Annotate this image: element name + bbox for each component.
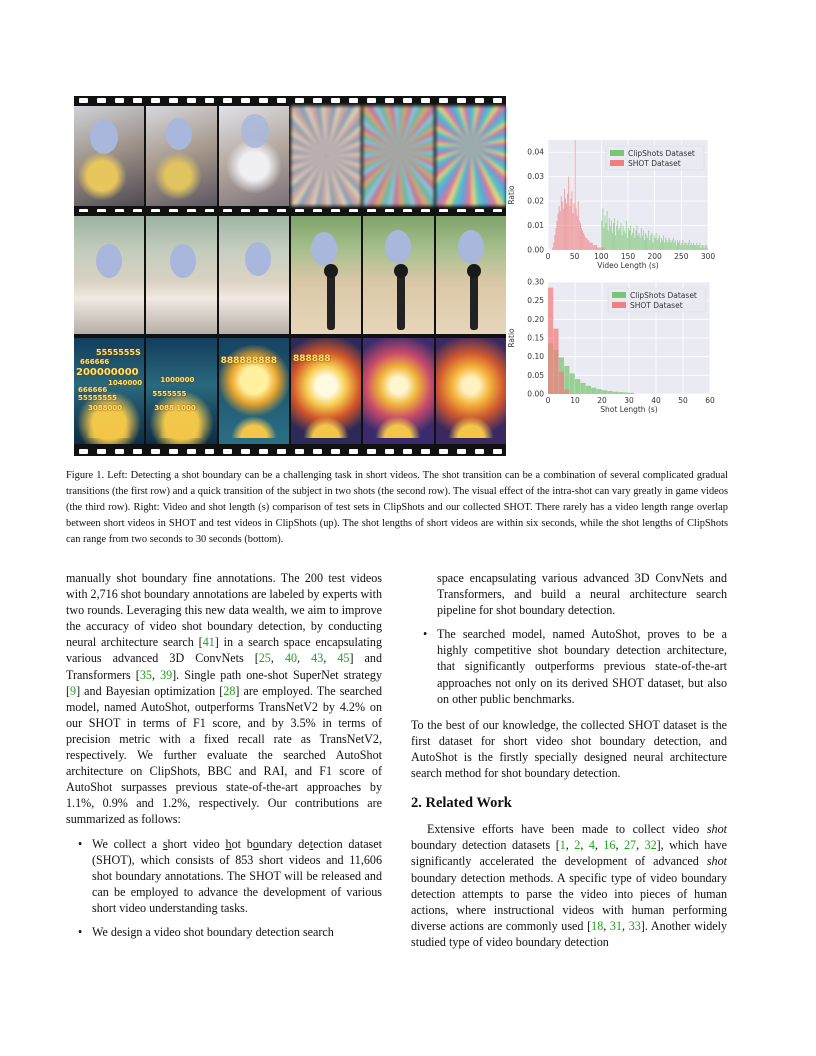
histogram-bar: [682, 240, 683, 250]
histogram-bar: [558, 213, 559, 250]
histogram-bar: [561, 196, 562, 250]
histogram-bar: [642, 235, 643, 250]
video-frame: [436, 338, 506, 444]
y-tick-label: 0.04: [527, 147, 544, 157]
shot-length-histogram: [508, 278, 718, 418]
histogram-bar: [552, 248, 553, 250]
citation-link[interactable]: 31: [609, 918, 623, 933]
histogram-bar: [616, 226, 617, 250]
histogram-bar: [638, 235, 639, 250]
video-frame: [436, 216, 506, 334]
paragraph-related-work: Extensive efforts have been made to collect video shot boundary detection datasets [1, 2, 4, 16, 27, 32], which have significantly accelerated the development of advanced shot boundary detection methods. A specific type of video boundary detection attempts to parse the video into pieces of human actions, where instructional videos with human performing diverse actions are commonly used [18, 31, 33]. Another widely studied type of video boundary detection: [411, 822, 728, 949]
histogram-bar: [608, 230, 609, 250]
histogram-bar: [678, 243, 679, 250]
histogram-bar: [590, 243, 591, 250]
histogram-bar: [582, 230, 583, 250]
histogram-bar: [583, 233, 584, 250]
histogram-bar: [605, 216, 606, 250]
histogram-bar: [696, 243, 697, 250]
list-item: • We design a video shot boundary detection search: [66, 924, 382, 940]
legend-label: SHOT Dataset: [630, 301, 683, 310]
histogram-bar: [624, 393, 629, 394]
histogram-bar: [676, 245, 677, 250]
video-frame: [436, 106, 506, 206]
histogram-bar: [706, 245, 707, 250]
histogram-bar: [694, 245, 695, 250]
histogram-bar: [567, 194, 568, 250]
histogram-bar: [607, 391, 612, 394]
histogram-bar: [571, 191, 572, 250]
game-score-text: 3088 1000: [154, 404, 196, 412]
legend-swatch: [610, 160, 624, 166]
film-perforation: [74, 447, 506, 456]
game-score-text: 3088000: [88, 404, 123, 412]
citation-link[interactable]: 39: [160, 667, 173, 682]
histogram-bar: [683, 245, 684, 250]
histogram-bar: [689, 240, 690, 250]
video-frame: [74, 216, 144, 334]
histogram-bar: [580, 383, 585, 394]
video-frame: [291, 216, 361, 334]
histogram-bar: [576, 208, 577, 250]
histogram-bar: [650, 235, 651, 250]
game-score-text: 5555555: [152, 390, 187, 398]
video-frame: [74, 106, 144, 206]
histogram-bar: [602, 208, 603, 250]
histogram-bar: [615, 235, 616, 250]
y-tick-label: 0.15: [527, 333, 544, 343]
histogram-bar: [630, 226, 631, 250]
histogram-bar: [654, 235, 655, 250]
histogram-bar: [701, 248, 702, 250]
x-tick-label: 50: [569, 252, 580, 261]
citation-link[interactable]: 33: [628, 918, 641, 933]
histogram-bar: [686, 243, 687, 250]
x-tick-label: 200: [647, 252, 662, 261]
list-item: • The searched model, named AutoShot, proves to be a highly competitive shot boundary detection architecture, that significantly outperforms previous state-of-the-art approaches not only on its derived SHOT dataset, but also on other public benchmarks.: [411, 626, 727, 706]
x-tick-label: 0: [545, 252, 551, 261]
y-tick-label: 0.05: [527, 370, 544, 380]
histogram-bar: [628, 228, 629, 250]
video-frame: [291, 106, 361, 206]
histogram-bar: [575, 140, 576, 250]
histogram-bar: [672, 240, 673, 250]
histogram-bar: [688, 243, 689, 250]
histogram-bar: [618, 230, 619, 250]
legend-swatch: [612, 292, 626, 298]
histogram-bar: [577, 216, 578, 250]
histogram-bar: [597, 389, 602, 394]
histogram-bar: [607, 211, 608, 250]
histogram-bar: [568, 177, 569, 250]
histogram-bar: [591, 243, 592, 250]
histogram-bar: [651, 233, 652, 250]
figure-caption: Figure 1. Left: Detecting a shot boundary can be a challenging task in short videos. The shot transition can be a combination of several complicated gradual transitions (the first row) and a quick transition of the subject in two shots (the second row). The visual effect of the intra-shot can vary greatly in game videos (the third row). Right: Video and shot length (s) comparison of test sets in ClipShots and our collected SHOT. There rarely has a video length range overlap between short videos in SHOT and test videos in ClipShots (up). The shot lengths of short videos are within six seconds, while the shot lengths of ClipShots can range from two seconds to 30 seconds (bottom).: [66, 470, 728, 545]
histogram-bar: [563, 208, 564, 250]
histogram-bar: [617, 221, 618, 250]
histogram-bar: [559, 372, 564, 394]
histogram-bar: [649, 240, 650, 250]
histogram-bar: [559, 206, 560, 250]
histogram-bar: [660, 243, 661, 250]
citation-link[interactable]: 43: [311, 651, 324, 666]
histogram-bar: [587, 240, 588, 250]
histogram-bar: [574, 204, 575, 250]
citation-link[interactable]: 32: [644, 838, 657, 853]
contribution-list: [66, 836, 382, 941]
game-score-text: 666666: [78, 386, 108, 394]
film-perforation: [74, 96, 506, 105]
video-frame: [219, 338, 289, 444]
histogram-bar: [680, 245, 681, 250]
x-tick-label: 100: [594, 252, 609, 261]
histogram-bar: [647, 238, 648, 250]
histogram-bar: [598, 248, 599, 250]
y-axis-label: Ratio: [507, 185, 516, 205]
histogram-bar: [675, 240, 676, 250]
video-frame: [219, 216, 289, 334]
histogram-bar: [599, 248, 600, 250]
citation-link[interactable]: 18: [591, 918, 604, 933]
citation-link[interactable]: 41: [202, 635, 215, 650]
x-tick-label: 40: [651, 396, 661, 405]
histogram-bar: [633, 228, 634, 250]
x-tick-label: 250: [674, 252, 689, 261]
y-tick-label: 0.00: [527, 389, 544, 399]
histogram-bar: [681, 243, 682, 250]
game-score-text: 666666: [80, 358, 110, 366]
histogram-bar: [612, 233, 613, 250]
histogram-bar: [564, 390, 569, 394]
histogram-bar: [692, 245, 693, 250]
legend-swatch: [612, 302, 626, 308]
video-frame: [363, 216, 433, 334]
histogram-bar: [586, 238, 587, 250]
histogram-bar: [596, 245, 597, 250]
histogram-bar: [679, 240, 680, 250]
histogram-bar: [570, 373, 575, 394]
histogram-bar: [593, 245, 594, 250]
paragraph-summary: To the best of our knowledge, the collected SHOT dataset is the first dataset for short video shot boundary detection, and AutoShot is the firstly specially designed neural architecture search method for shot boundary detection.: [411, 717, 727, 781]
histogram-bar: [581, 228, 582, 250]
histogram-bar: [698, 245, 699, 250]
histogram-bar: [629, 230, 630, 250]
y-axis-label: Ratio: [507, 328, 516, 348]
histogram-bar: [655, 238, 656, 250]
y-tick-label: 0.25: [527, 296, 544, 306]
histogram-bar: [634, 238, 635, 250]
histogram-bar: [595, 245, 596, 250]
contribution-list-continued: [411, 570, 727, 707]
histogram-bar: [671, 243, 672, 250]
citation-link[interactable]: 35: [139, 667, 152, 682]
right-column: [411, 570, 727, 950]
histogram-bar: [635, 230, 636, 250]
citation-link[interactable]: 27: [623, 838, 637, 853]
histogram-bar: [579, 221, 580, 250]
list-item-continued: space encapsulating various advanced 3D ConvNets and Transformers, and build a neural architecture search pipeline for shot boundary detection.: [437, 571, 727, 618]
histogram-bar: [626, 221, 627, 250]
histogram-bar: [619, 228, 620, 250]
histogram-bar: [553, 329, 558, 394]
histogram-bar: [640, 238, 641, 250]
histogram-bar: [641, 228, 642, 250]
histogram-bar: [554, 235, 555, 250]
histogram-bar: [569, 206, 570, 250]
y-tick-label: 0.20: [527, 314, 544, 324]
histogram-bar: [707, 248, 708, 250]
paragraph-intro: manually shot boundary fine annotations. The 200 test videos with 2,716 shot boundary annotations are labeled by experts with two rounds. Leveraging this new data wealth, we aim to improve the accuracy of video shot boundary detection, by conducting neural architecture search [41] in a search space encapsulating various advanced 3D ConvNets [25, 40, 43, 45] and Transformers [35, 39]. Single path one-shot SuperNet strategy [9] and Bayesian optimization [28] are employed. The searched model, named AutoShot, outperforms TransNetV2 by 4.2% on our SHOT in terms of F1 score, and by 3.5% in terms of precision metric with a fixed recall rate as TransNetV2, respectively. We further evaluate the searched AutoShot architecture on ClipShots, BBC and RAI, and F1 score of AutoShot surpasses previous state-of-the-art approaches by 1.1%, 0.9% and 1.2%, respectively. Our contributions are summarized as follows:: [66, 571, 383, 827]
histogram-bar: [603, 248, 604, 250]
x-axis-label: Video Length (s): [597, 261, 659, 270]
citation-link[interactable]: 16: [603, 838, 616, 853]
histogram-bar: [623, 226, 624, 250]
histogram-bar: [597, 248, 598, 250]
y-tick-label: 0.10: [527, 352, 544, 362]
histogram-bar: [677, 240, 678, 250]
histogram-bar: [645, 233, 646, 250]
histogram-bar: [621, 223, 622, 250]
histogram-bar: [664, 243, 665, 250]
histogram-bar: [670, 240, 671, 250]
histogram-bar: [653, 243, 654, 250]
histogram-bar: [585, 238, 586, 250]
y-tick-label: 0.30: [527, 277, 544, 287]
histogram-bar: [674, 243, 675, 250]
histogram-bar: [578, 201, 579, 250]
histogram-bar: [656, 233, 657, 250]
histogram-bar: [661, 238, 662, 250]
histogram-bar: [663, 235, 664, 250]
video-frame: [219, 106, 289, 206]
histogram-bar: [673, 238, 674, 250]
game-score-text: 55555555: [78, 394, 117, 402]
histogram-bar: [702, 245, 703, 250]
citation-link[interactable]: 4: [588, 838, 595, 853]
y-tick-label: 0.00: [527, 245, 544, 255]
legend-swatch: [610, 150, 624, 156]
histogram-bar: [622, 235, 623, 250]
histogram-bar: [693, 243, 694, 250]
histogram-bar: [601, 248, 602, 250]
legend-label: SHOT Dataset: [628, 159, 681, 168]
x-axis-label: Shot Length (s): [600, 405, 658, 414]
filmstrip-row-1: [74, 96, 506, 216]
x-tick-label: 30: [624, 396, 634, 405]
video-frame: [146, 338, 216, 444]
histogram-bar: [557, 221, 558, 250]
histogram-bar: [565, 199, 566, 250]
histogram-bar: [594, 245, 595, 250]
legend-label: ClipShots Dataset: [628, 149, 695, 158]
histogram-bar: [643, 230, 644, 250]
game-score-text: 5555555S: [96, 348, 141, 357]
citation-link[interactable]: 40: [284, 651, 298, 666]
video-frame: [363, 106, 433, 206]
video-length-chart-svg: [508, 132, 718, 278]
histogram-bar: [665, 238, 666, 250]
histogram-bar: [609, 218, 610, 250]
y-tick-label: 0.01: [527, 221, 544, 231]
histogram-bar: [662, 240, 663, 250]
histogram-bar: [666, 240, 667, 250]
x-tick-label: 50: [678, 396, 688, 405]
y-tick-label: 0.02: [527, 196, 544, 206]
game-score-text: 888888888: [220, 356, 278, 366]
histogram-bar: [627, 238, 628, 250]
left-column: [66, 570, 382, 940]
x-tick-label: 20: [597, 396, 607, 405]
x-tick-label: 300: [700, 252, 716, 261]
video-frame: [74, 338, 144, 444]
histogram-bar: [614, 218, 615, 250]
histogram-bar: [575, 379, 580, 394]
histogram-bar: [601, 221, 602, 250]
game-score-text: 1000000: [160, 376, 195, 384]
histogram-bar: [695, 245, 696, 250]
game-score-text: 1040000: [108, 379, 143, 387]
histogram-bar: [592, 243, 593, 250]
x-tick-label: 60: [705, 396, 715, 405]
list-item: • We collect a short video hot boundary detection dataset (SHOT), which consists of 853 short videos and 11,606 shot boundary annotations. The SHOT will be released and can be employed to advance the development of various short video understanding tasks.: [66, 836, 382, 916]
histogram-bar: [589, 240, 590, 250]
histogram-bar: [573, 213, 574, 250]
x-tick-label: 150: [620, 252, 636, 261]
x-tick-label: 0: [545, 396, 551, 405]
legend-label: ClipShots Dataset: [630, 291, 697, 300]
histogram-bar: [704, 248, 705, 250]
histogram-bar: [691, 243, 692, 250]
histogram-bar: [637, 226, 638, 250]
histogram-bar: [600, 248, 601, 250]
histogram-bar: [631, 235, 632, 250]
histogram-bar: [564, 189, 565, 250]
histogram-bar: [644, 240, 645, 250]
histogram-bar: [555, 228, 556, 250]
histogram-bar: [657, 240, 658, 250]
histogram-bar: [553, 243, 554, 250]
histogram-bar: [632, 233, 633, 250]
histogram-bar: [648, 230, 649, 250]
video-frame: [146, 106, 216, 206]
histogram-bar: [603, 228, 604, 250]
video-frame: [291, 338, 361, 444]
histogram-bar: [659, 235, 660, 250]
histogram-bar: [625, 233, 626, 250]
x-tick-label: 10: [570, 396, 580, 405]
citation-link[interactable]: 2: [574, 838, 581, 853]
histogram-bar: [580, 223, 581, 250]
shot-length-chart-svg: [508, 278, 718, 418]
game-score-text: 888888: [292, 354, 331, 364]
histogram-bar: [629, 393, 634, 394]
citation-link[interactable]: 9: [70, 683, 77, 698]
video-frame: [146, 216, 216, 334]
histogram-bar: [705, 245, 706, 250]
histogram-bar: [613, 392, 618, 394]
game-score-text: 200000000: [76, 367, 139, 378]
histogram-bar: [613, 223, 614, 250]
histogram-bar: [687, 245, 688, 250]
histogram-bar: [685, 243, 686, 250]
histogram-bar: [690, 245, 691, 250]
histogram-bar: [658, 238, 659, 250]
citation-link[interactable]: 45: [337, 651, 350, 666]
histogram-bar: [560, 211, 561, 250]
histogram-bar: [570, 199, 571, 250]
histogram-bar: [586, 386, 591, 394]
histogram-bar: [624, 230, 625, 250]
histogram-bar: [697, 245, 698, 250]
citation-link[interactable]: 28: [223, 683, 236, 698]
histogram-bar: [606, 223, 607, 250]
histogram-bar: [667, 243, 668, 250]
histogram-bar: [548, 288, 553, 394]
histogram-bar: [703, 245, 704, 250]
y-tick-label: 0.03: [527, 172, 544, 182]
histogram-bar: [584, 235, 585, 250]
video-frame: [363, 338, 433, 444]
histogram-bar: [562, 201, 563, 250]
histogram-bar: [611, 221, 612, 250]
section-title: 2. Related Work: [411, 795, 512, 812]
filmstrip-row-2: [74, 212, 506, 338]
histogram-bar: [646, 235, 647, 250]
filmstrip-row-3: [74, 334, 506, 456]
citation-link[interactable]: 25: [258, 651, 271, 666]
histogram-bar: [618, 392, 623, 394]
histogram-bar: [639, 233, 640, 250]
histogram-bar: [566, 204, 567, 250]
histogram-bar: [591, 388, 596, 394]
histogram-bar: [669, 238, 670, 250]
histogram-bar: [699, 243, 700, 250]
histogram-bar: [602, 248, 603, 250]
video-length-histogram: [508, 132, 718, 278]
histogram-bar: [602, 390, 607, 394]
citation-link[interactable]: 1: [559, 838, 566, 853]
histogram-bar: [610, 226, 611, 250]
